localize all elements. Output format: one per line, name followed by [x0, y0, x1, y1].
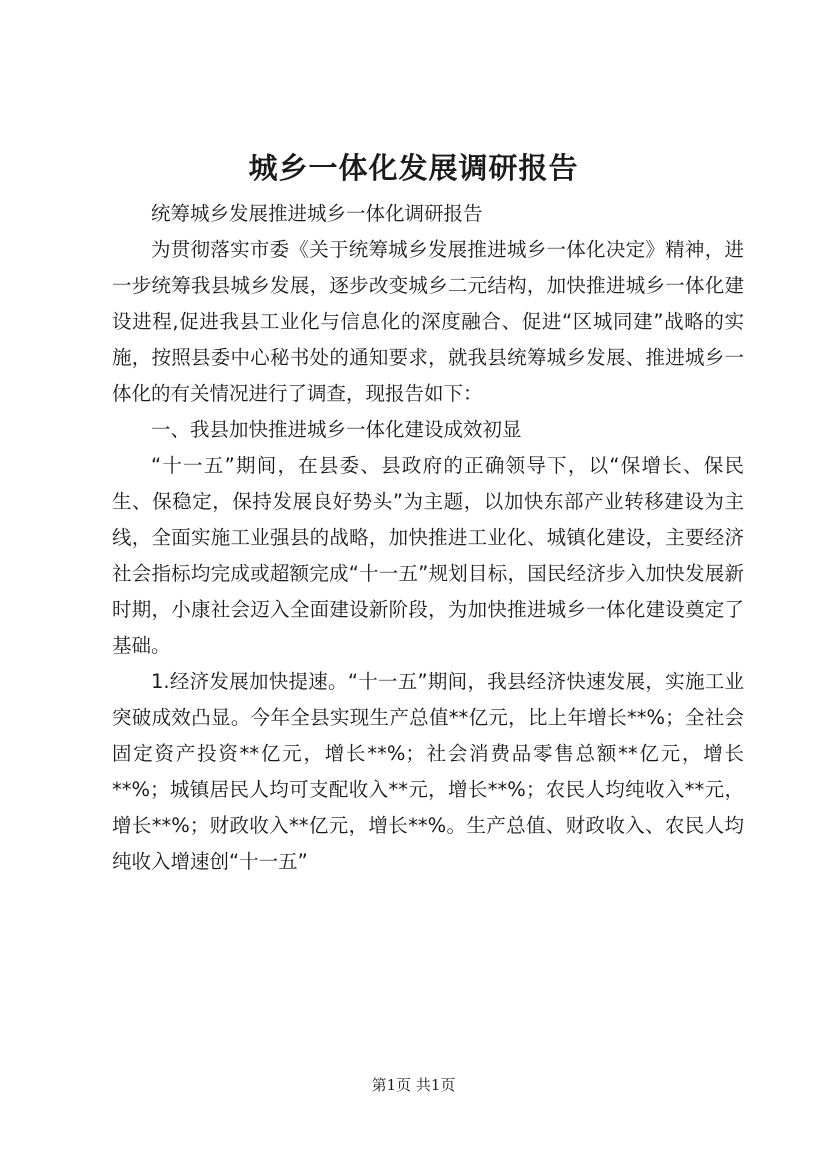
subtitle-paragraph: 统筹城乡发展推进城乡一体化调研报告	[151, 202, 483, 225]
intro-paragraph: 为贯彻落实市委《关于统筹城乡发展推进城乡一体化决定》精神，进一步统筹我县城乡发展，逐步改变城乡二元结构，加快推进城乡一体化建设进程,促进我县工业化与信息化的深度融合、促进“区城同建”战略的实施，按照县委中心秘书处的通知要求，就我县统筹城乡发展、推进城乡一体化的有关情况进行了调查，现报告如下：	[112, 238, 744, 405]
page-number: 第1页 共1页	[371, 1076, 456, 1094]
body-paragraph: 1.经济发展加快提速。“十一五”期间，我县经济快速发展，实施工业突破成效凸显。今年全县实现生产总值**亿元，比上年增长**%；全社会固定资产投资**亿元，增长**%；社会消费品零售总额**亿元，增长**%；城镇居民人均可支配收入**元，增长**%；农民人均纯收入**元，增长**%；财政收入**亿元，增长**%。生产总值、财政收入、农民人均纯收入增速创“十一五”	[112, 670, 744, 873]
document-body	[112, 196, 744, 880]
section-heading: 一、我县加快推进城乡一体化建设成效初显	[151, 418, 522, 441]
document-title: 城乡一体化发展调研报告	[248, 151, 579, 185]
body-paragraph: “十一五”期间，在县委、县政府的正确领导下，以“保增长、保民生、保稳定，保持发展良好势头”为主题，以加快东部产业转移建设为主线，全面实施工业强县的战略，加快推进工业化、城镇化建设，主要经济社会指标均完成或超额完成“十一五”规划目标，国民经济步入加快发展新时期，小康社会迈入全面建设新阶段，为加快推进城乡一体化建设奠定了基础。	[112, 454, 744, 657]
